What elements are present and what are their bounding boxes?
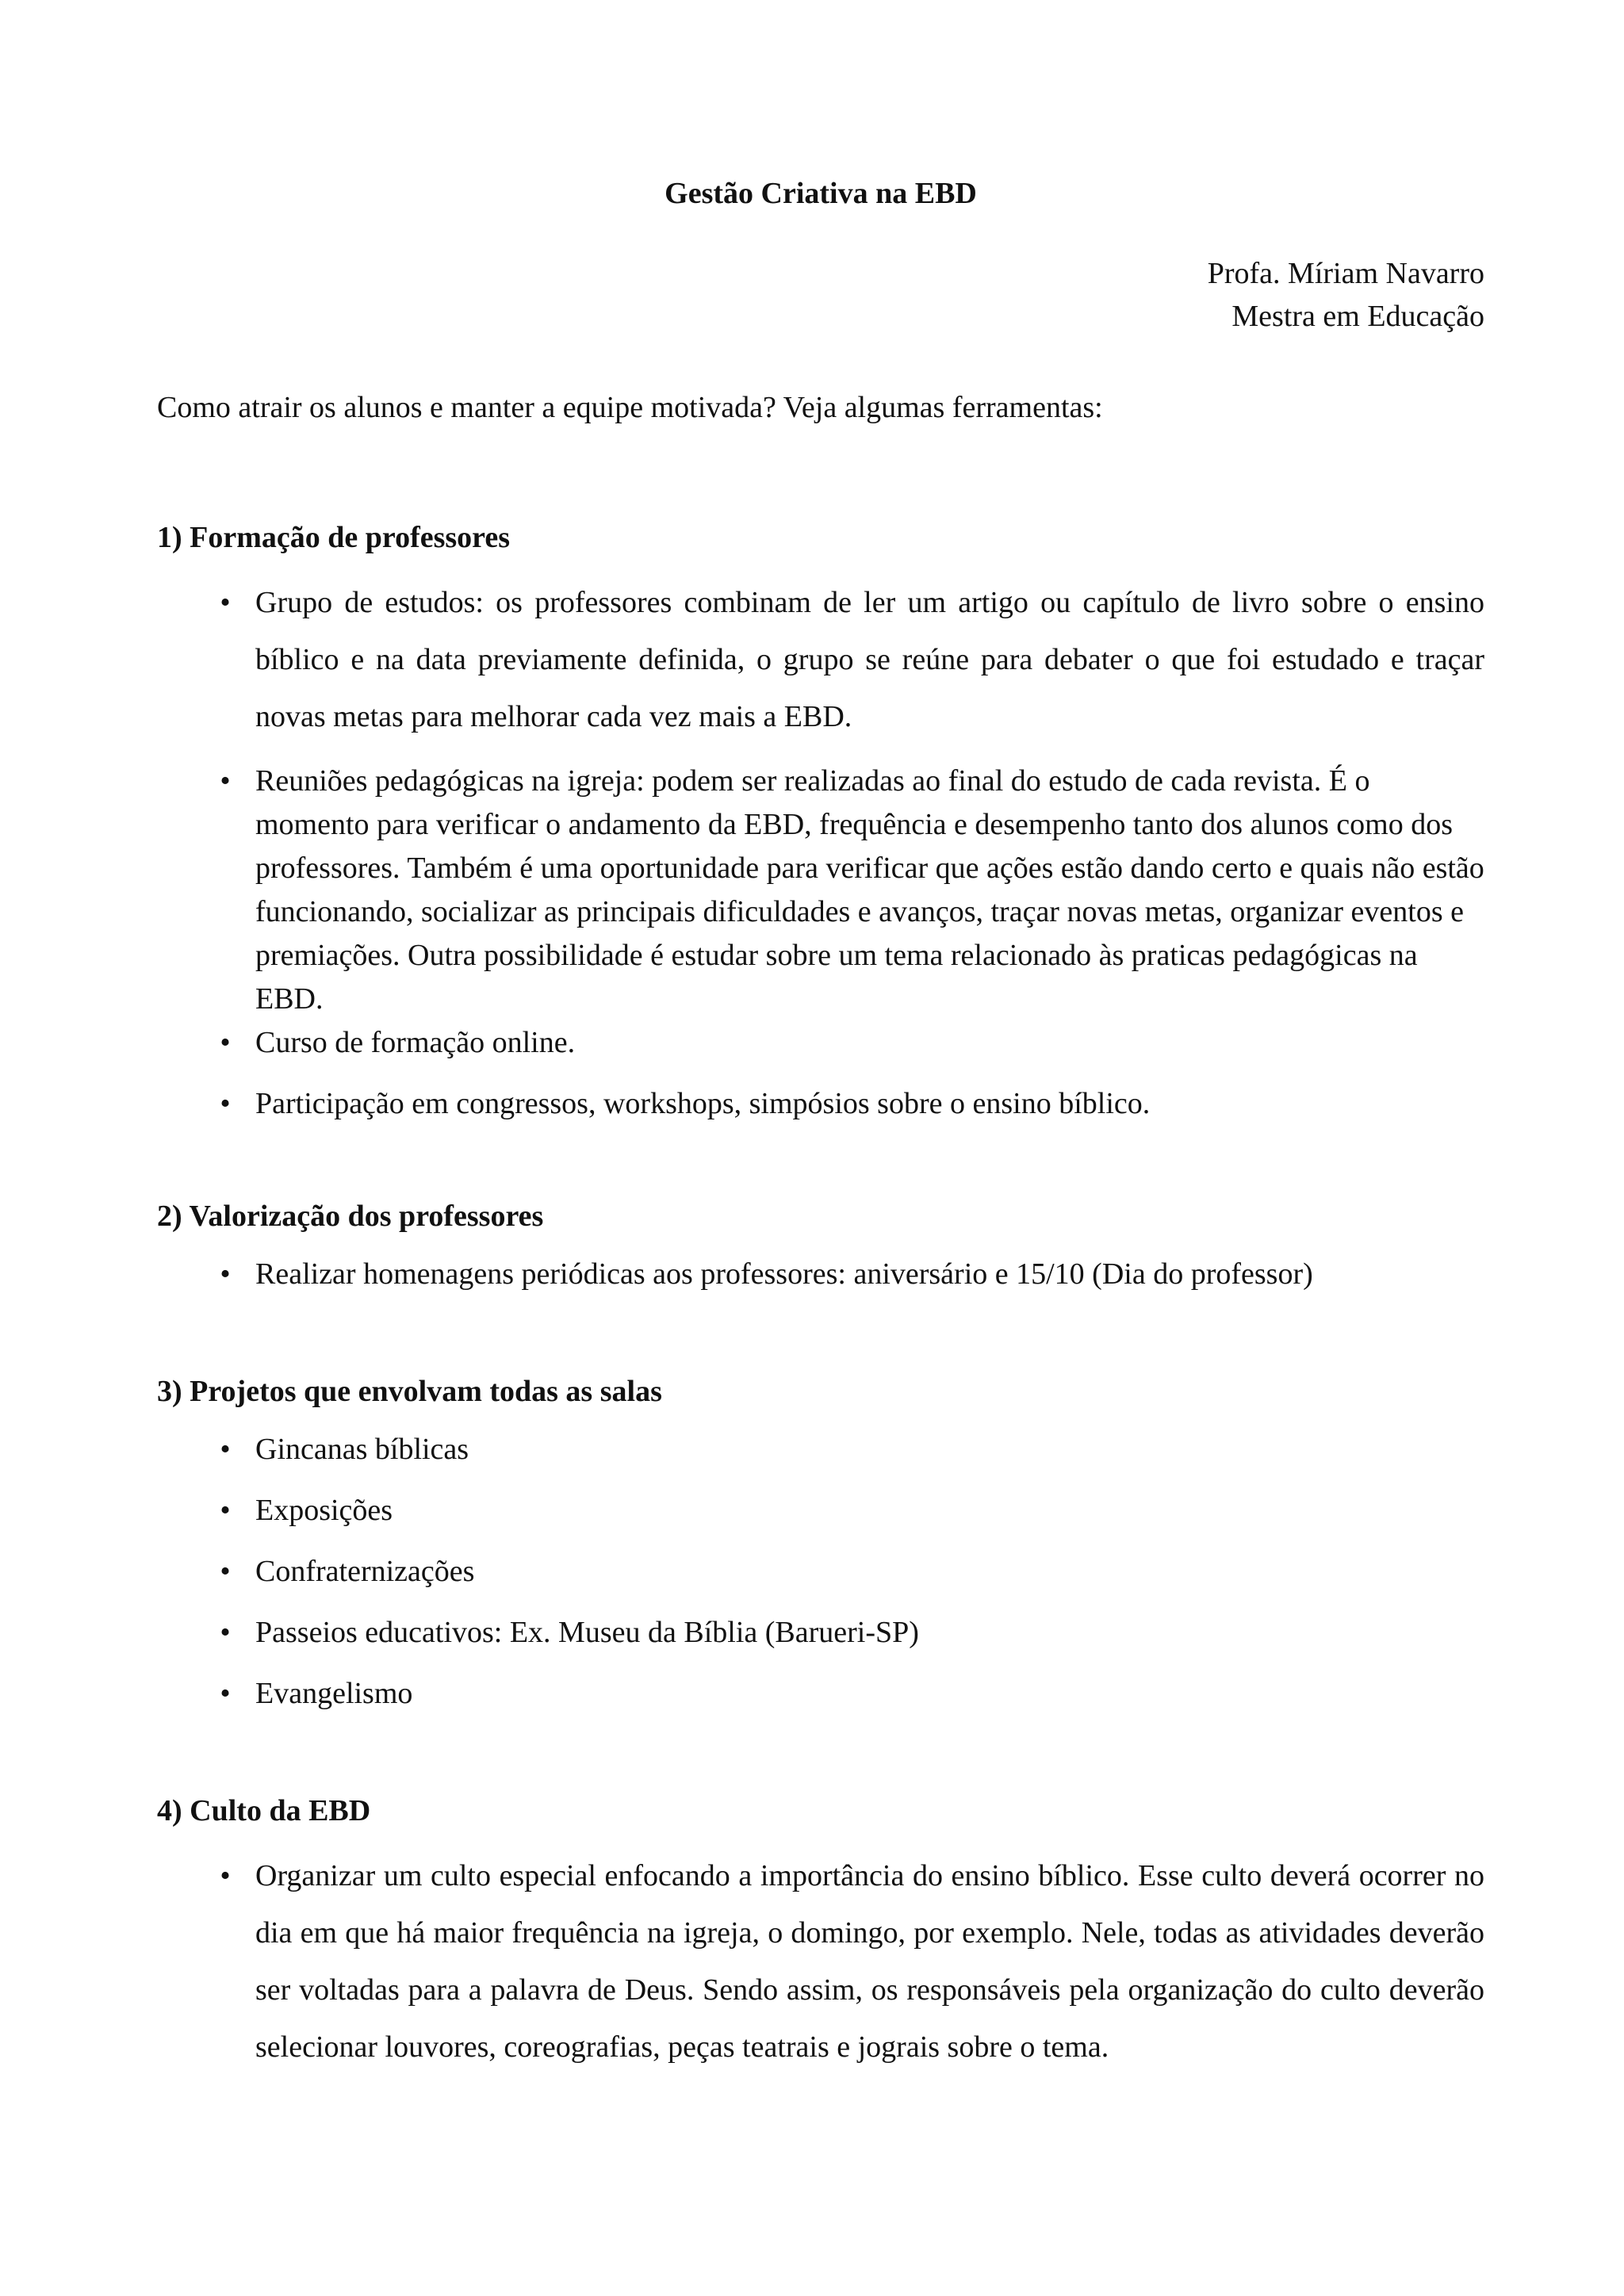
- section-heading-culto: 4) Culto da EBD: [157, 1794, 371, 1827]
- bullet-icon: •: [220, 1026, 231, 1059]
- author-block: [157, 252, 1484, 338]
- bullet-icon: •: [220, 1616, 231, 1649]
- list-item: [157, 1672, 1484, 1716]
- intro-paragraph: Como atrair os alunos e manter a equipe motivada? Veja algumas ferramentas:: [157, 391, 1103, 424]
- list-item: [157, 1847, 1484, 2076]
- section-heading-projetos: 3) Projetos que envolvam todas as salas: [157, 1375, 662, 1408]
- bullet-icon: •: [220, 1555, 231, 1588]
- list-item-text: Passeios educativos: Ex. Museu da Bíblia (Barueri-SP): [255, 1616, 919, 1649]
- bullet-icon: •: [220, 1494, 231, 1527]
- section-heading-valorizacao: 2) Valorização dos professores: [157, 1200, 544, 1233]
- list-item: [157, 1550, 1484, 1594]
- list-item: [157, 1021, 1484, 1065]
- list-item-text: Organizar um culto especial enfocando a importância do ensino bíblico. Esse culto deverá ocorrer no dia em que há maior frequência na igreja, o domingo, por exemplo. Nele, todas as atividades deverão ser voltadas para a palavra de Deus. Sendo assim, os responsáveis pela organização do culto deverão selecionar louvores, coreografias, peças teatrais e jograis sobre o tema.: [255, 1859, 1484, 2064]
- list-item-text: Participação em congressos, workshops, simpósios sobre o ensino bíblico.: [255, 1087, 1151, 1120]
- author-degree: Mestra em Educação: [1231, 300, 1484, 333]
- list-item: [157, 574, 1484, 745]
- list-item-text: Exposições: [255, 1494, 393, 1527]
- bullet-icon: •: [220, 1677, 231, 1710]
- list-item: [157, 1082, 1484, 1126]
- section-list-valorizacao: [157, 1253, 1484, 1296]
- list-item: [157, 760, 1484, 1021]
- list-item-text: Gincanas bíblicas: [255, 1433, 469, 1466]
- list-item: [157, 1489, 1484, 1533]
- section-list-culto: [157, 1847, 1484, 2076]
- list-item-text: Curso de formação online.: [255, 1026, 576, 1059]
- author-name: Profa. Míriam Navarro: [1207, 257, 1484, 290]
- section-heading-formacao: 1) Formação de professores: [157, 521, 510, 554]
- bullet-icon: •: [220, 1433, 231, 1466]
- bullet-icon: •: [220, 764, 231, 798]
- list-item-text: Realizar homenagens periódicas aos professores: aniversário e 15/10 (Dia do professor): [255, 1257, 1313, 1291]
- bullet-icon: •: [220, 1257, 231, 1291]
- bullet-icon: •: [220, 1859, 231, 1892]
- list-item: [157, 1611, 1484, 1655]
- list-item: [157, 1253, 1484, 1296]
- document-title: Gestão Criativa na EBD: [665, 177, 977, 210]
- list-item-text: Evangelismo: [255, 1677, 413, 1710]
- section-list-formacao: [157, 574, 1484, 1126]
- bullet-icon: •: [220, 1087, 231, 1120]
- list-item-text: Reuniões pedagógicas na igreja: podem ser realizadas ao final do estudo de cada revista. É o momento para verificar o andamento da EBD, frequência e desempenho tanto dos alunos como dos professores. Também é uma oportunidade para verificar que ações estão dando certo e quais não estão funcionando, socializar as principais dificuldades e avanços, traçar novas metas, organizar eventos e premiações. Outra possibilidade é estudar sobre um tema relacionado às praticas pedagógicas na EBD.: [255, 764, 1484, 1016]
- bullet-icon: •: [220, 586, 231, 619]
- list-item-text: Grupo de estudos: os professores combinam de ler um artigo ou capítulo de livro sobre o ensino bíblico e na data previamente definida, o grupo se reúne para debater o que foi estudado e traçar novas metas para melhorar cada vez mais a EBD.: [255, 586, 1484, 733]
- section-list-projetos: [157, 1428, 1484, 1716]
- list-item-text: Confraternizações: [255, 1555, 475, 1588]
- list-item: [157, 1428, 1484, 1471]
